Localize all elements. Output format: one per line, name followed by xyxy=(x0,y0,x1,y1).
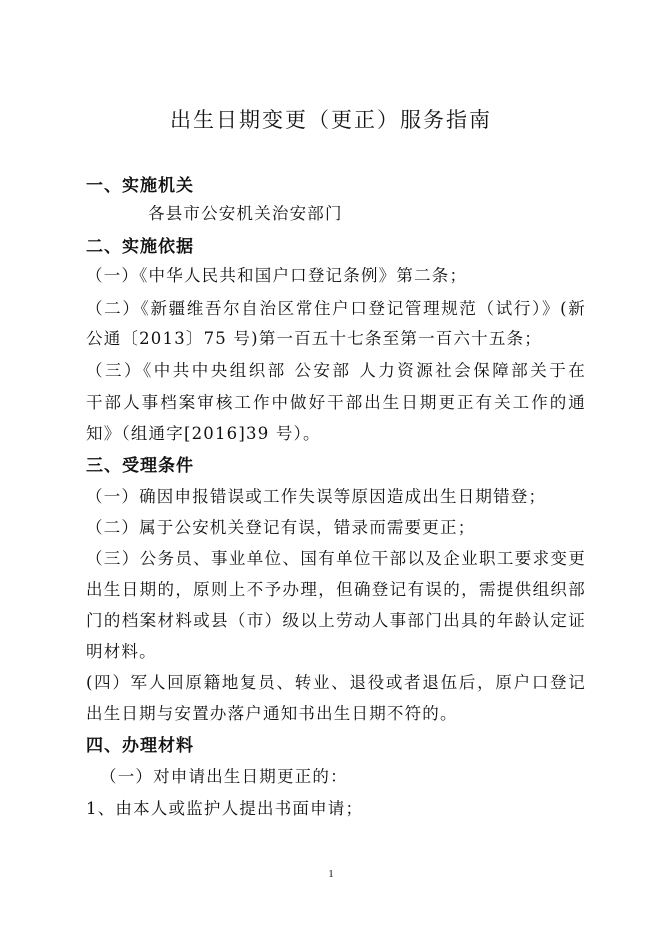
document-title: 出生日期变更（更正）服务指南 xyxy=(170,108,492,132)
basis-line: （二）《新疆维吾尔自治区常住户口登记管理规范（试行）》(新 xyxy=(86,299,586,318)
condition-line: 门的档案材料或县（市）级以上劳动人事部门出具的年龄认定证 xyxy=(86,611,586,630)
basis-line: 知》（组通字[2016]39 号）。 xyxy=(86,424,321,443)
condition-line: 出生日期的，原则上不予办理，但确登记有误的，需提供组织部 xyxy=(86,580,586,599)
condition-line: （一）确因申报错误或工作失误等原因造成出生日期错登； xyxy=(86,487,547,506)
section-heading-agency: 一、实施机关 xyxy=(86,176,194,196)
condition-line: 出生日期与安置办落户通知书出生日期不符的。 xyxy=(86,704,458,723)
section-heading-materials: 四、办理材料 xyxy=(86,736,194,756)
section-heading-conditions: 三、受理条件 xyxy=(86,456,194,476)
condition-line: (四）军人回原籍地复员、转业、退役或者退伍后，原户口登记 xyxy=(86,673,586,692)
materials-line: （一）对申请出生日期更正的： xyxy=(100,767,348,786)
basis-line: 干部人事档案审核工作中做好干部出生日期更正有关工作的通 xyxy=(86,393,586,412)
condition-line: （三）公务员、事业单位、国有单位干部以及企业职工要求变更 xyxy=(86,549,586,568)
agency-text: 各县市公安机关治安部门 xyxy=(148,204,343,223)
basis-line: （一）《中华人民共和国户口登记条例》第二条； xyxy=(86,266,468,285)
section-heading-basis: 二、实施依据 xyxy=(86,237,194,257)
condition-line: 明材料。 xyxy=(86,642,157,661)
basis-line: （三）《中共中央组织部 公安部 人力资源社会保障部关于在 xyxy=(86,361,586,380)
condition-line: （二）属于公安机关登记有误，错录而需要更正； xyxy=(86,518,476,537)
basis-line: 公通〔2013〕75 号)第一百五十七条至第一百六十五条； xyxy=(86,329,542,348)
materials-line: 1、由本人或监护人提出书面申请； xyxy=(86,799,364,818)
page-number: 1 xyxy=(328,868,334,880)
